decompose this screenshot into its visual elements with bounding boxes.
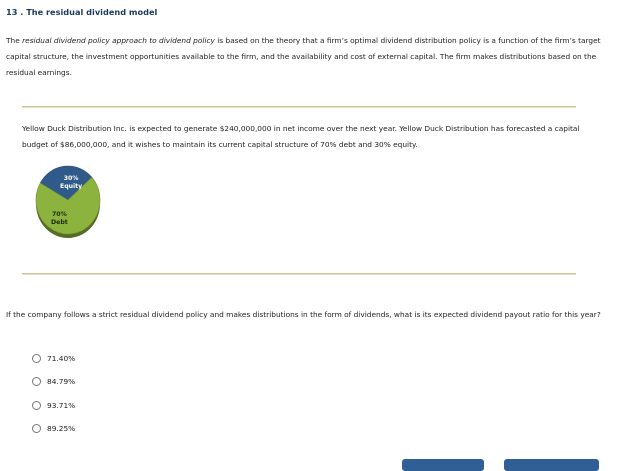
- radio-button[interactable]: [32, 401, 41, 410]
- intro-paragraph: [6, 33, 612, 81]
- nav-button-right[interactable]: [504, 459, 599, 471]
- answer-label: 71.40%: [47, 353, 76, 363]
- capital-structure-pie-chart: [34, 164, 106, 250]
- slice-label-equity: [60, 175, 82, 191]
- debt-pct: 70%: [51, 211, 67, 218]
- equity-name: Equity: [60, 183, 83, 190]
- answer-label: 84.79%: [47, 377, 76, 386]
- equity-pct: 30%: [63, 175, 79, 182]
- question-prompt: If the company follows a strict residual dividend policy and makes distributions in the form of dividends, what is its expected dividend payout ratio for this year?: [6, 310, 601, 319]
- answer-option-2[interactable]: [32, 376, 75, 388]
- divider-bottom: [22, 273, 576, 275]
- intro-rest: is based on the theory that a firm’s optimal dividend distribution policy is a function of the firm’s target capital structure, the investment opportunities available to the firm, and the availability and cost of external capital. The firm makes distributions based on the residual earnings.: [6, 36, 601, 77]
- answer-option-4[interactable]: [32, 423, 75, 435]
- radio-button[interactable]: [32, 354, 41, 363]
- answer-label: 93.71%: [47, 400, 76, 410]
- question-title: 13 . The residual dividend model: [6, 7, 158, 17]
- answer-option-1[interactable]: [32, 352, 75, 364]
- answer-options: [32, 352, 75, 446]
- radio-button[interactable]: [32, 377, 41, 386]
- radio-button[interactable]: [32, 424, 41, 433]
- intro-lead: The: [6, 36, 23, 45]
- nav-button-left[interactable]: [402, 459, 484, 471]
- debt-name: Debt: [51, 219, 68, 226]
- slice-label-debt: [51, 211, 68, 227]
- intro-term: residual dividend policy approach to dividend policy: [22, 36, 215, 45]
- scenario-paragraph: Yellow Duck Distribution Inc. is expected to generate $240,000,000 in net income over the next year. Yellow Duck Distribution has forecasted a capital budget of $86,000,000, and it wishes to maintain its current capital structure of 70% debt and 30% equity.: [22, 124, 580, 149]
- answer-label: 89.25%: [47, 424, 76, 433]
- divider-top: [22, 106, 576, 108]
- answer-option-3[interactable]: [32, 399, 75, 411]
